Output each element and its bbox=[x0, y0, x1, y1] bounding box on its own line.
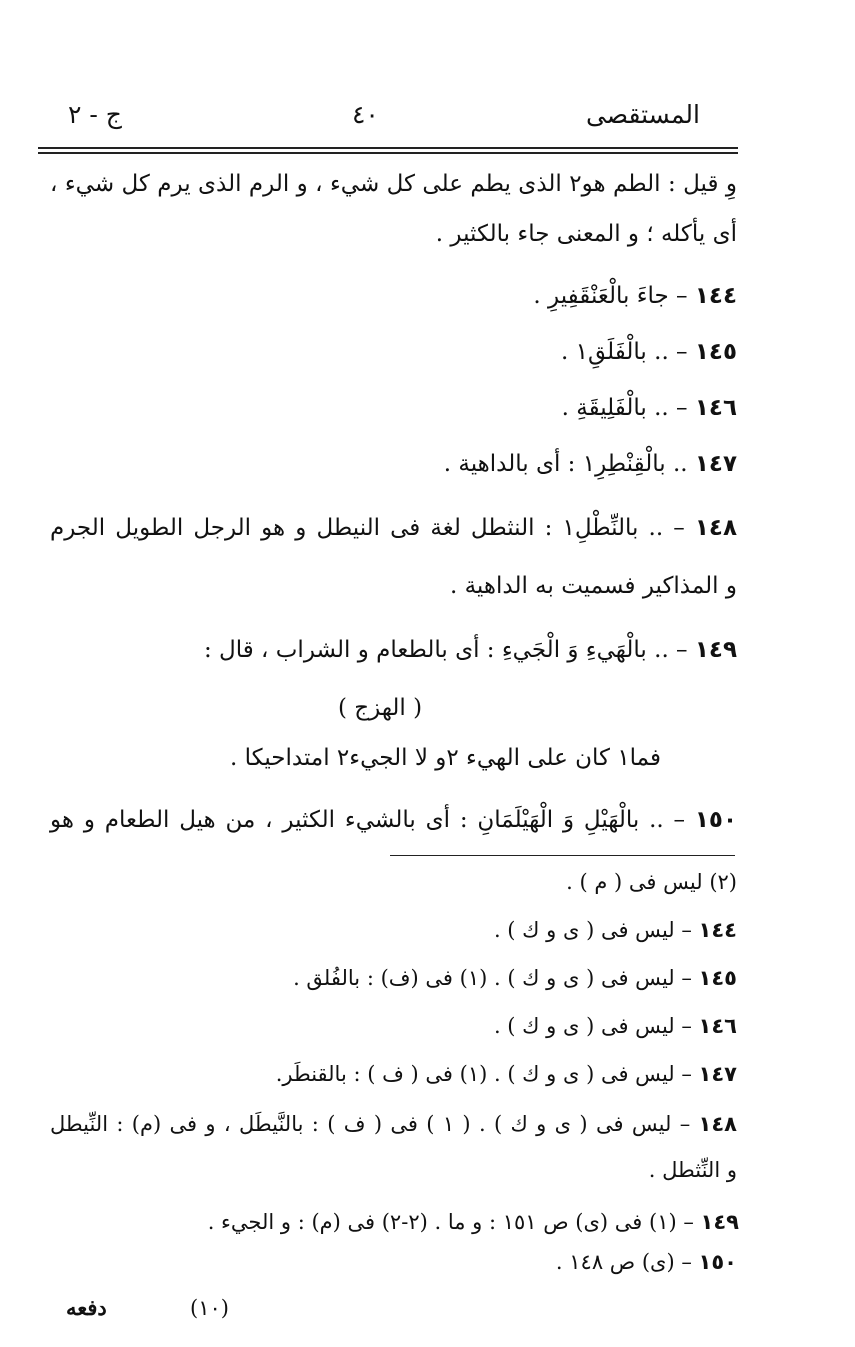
book-title: المستقصى bbox=[585, 100, 700, 129]
footnote-text: ليس فى ( ى و ك ) . ( ١ ) فى ( ف ) : بالنَّيطَل ، و فى (م) : النِّيطل bbox=[50, 1112, 672, 1136]
footnote-number: ١٤٦ bbox=[698, 1014, 737, 1038]
entry-text: .. بالْهَيءِ وَ الْجَيءِ : أى بالطعام و الشراب ، قال : bbox=[203, 637, 669, 663]
batch-label: دفعه bbox=[66, 1295, 107, 1320]
footnote-number: ١٥٠ bbox=[698, 1250, 737, 1274]
header-rule bbox=[38, 147, 738, 149]
footnote-145: ١٤٥ – ليس فى ( ى و ك ) . (١) فى (ف) : بالفُلق . bbox=[293, 966, 737, 990]
footnote-number: ١٤٤ bbox=[698, 918, 737, 942]
footnote-146: ١٤٦ – ليس فى ( ى و ك ) . bbox=[493, 1014, 737, 1038]
footnote-144: ١٤٤ – ليس فى ( ى و ك ) . bbox=[493, 918, 737, 942]
footnote-text: (١) فى (ى) ص ١٥١ : و ما . (٢-٢) فى (م) : و الجيء . bbox=[207, 1210, 677, 1234]
entry-text: .. بالْهَيْلِ وَ الْهَيْلَمَانِ : أى بالشيء الكثير ، من هيل الطعام و هو bbox=[50, 807, 664, 833]
entry-number: ١٥٠ bbox=[694, 807, 738, 833]
entry-number: ١٤٤ bbox=[694, 283, 737, 309]
footnote-text: ليس فى ( ى و ك ) . bbox=[493, 1014, 675, 1038]
footnote-text: ليس فى ( ى و ك ) . (١) فى (ف) : بالفُلق . bbox=[293, 966, 675, 990]
footnote-148: ١٤٨ – ليس فى ( ى و ك ) . ( ١ ) فى ( ف ) : بالنَّيطَل ، و فى (م) : النِّيطل bbox=[50, 1112, 737, 1136]
entry-149: ١٤٩ – .. بالْهَيءِ وَ الْجَيءِ : أى بالطعام و الشراب ، قال : bbox=[203, 637, 737, 663]
page-number: ٤٠ bbox=[352, 100, 379, 129]
entry-144: ١٤٤ – جاءَ بالْعَنْقَفِيرِ . bbox=[533, 283, 737, 309]
entry-145: ١٤٥ – .. بالْفَلَقِ١ . bbox=[560, 339, 737, 365]
footnote-149: ١٤٩ – (١) فى (ى) ص ١٥١ : و ما . (٢-٢) فى (م) : و الجيء . bbox=[207, 1210, 739, 1234]
footnote-147: ١٤٧ – ليس فى ( ى و ك ) . (١) فى ( ف ) : بالقنطَر. bbox=[275, 1062, 737, 1086]
body-line: و المذاكير فسميت به الداهية . bbox=[449, 573, 737, 599]
entry-text: .. بالْفَلَقِ١ . bbox=[560, 339, 669, 365]
volume-part: ج - ٢ bbox=[68, 100, 122, 129]
signature-mark: (١٠) bbox=[190, 1296, 229, 1320]
body-line: وِ قيل : الطم هو٢ الذى يطم على كل شيء ، و الرم الذى يرم كل شيء ، bbox=[50, 171, 737, 197]
entry-number: ١٤٥ bbox=[694, 339, 737, 365]
entry-text: .. بالنِّطْلِ١ : النثطل لغة فى النيطل و هو الرجل الطويل الجرم bbox=[50, 515, 664, 541]
entry-150: ١٥٠ – .. بالْهَيْلِ وَ الْهَيْلَمَانِ : أى بالشيء الكثير ، من هيل الطعام و هو bbox=[50, 807, 738, 833]
footnote-150: ١٥٠ – (ى) ص ١٤٨ . bbox=[555, 1250, 737, 1274]
entry-text: .. بالْفَلِيقَةِ . bbox=[561, 395, 669, 421]
entry-text: .. بالْقِنْطِرِ١ : أى بالداهية . bbox=[443, 451, 688, 477]
body-line: أى يأكله ؛ و المعنى جاء بالكثير . bbox=[435, 221, 737, 247]
meter-label: ( الهزج ) bbox=[338, 695, 423, 721]
entry-number: ١٤٦ bbox=[694, 395, 737, 421]
entry-number: ١٤٩ bbox=[694, 637, 737, 663]
header-rule-double bbox=[38, 152, 738, 154]
footnote-line: (٢) ليس فى ( م ) . bbox=[566, 870, 737, 894]
entry-number: ١٤٨ bbox=[694, 515, 738, 541]
entry-number: ١٤٧ bbox=[694, 451, 737, 477]
entry-147 bbox=[444, 444, 737, 484]
footnote-text: ليس فى ( ى و ك ) . bbox=[493, 918, 675, 942]
entry-text: جاءَ بالْعَنْقَفِيرِ . bbox=[533, 283, 669, 309]
verse-line: فما١ كان على الهيء ٢و لا الجيء٢ امتداحيكا . bbox=[230, 745, 661, 771]
footnote-text: ليس فى ( ى و ك ) . (١) فى ( ف ) : بالقنطَر. bbox=[275, 1062, 675, 1086]
footnote-line: و النِّثطل . bbox=[648, 1158, 737, 1182]
footnote-rule bbox=[390, 855, 735, 856]
entry-146: ١٤٦ – .. بالْفَلِيقَةِ . bbox=[561, 395, 737, 421]
entry-148: ١٤٨ – .. بالنِّطْلِ١ : النثطل لغة فى النيطل و هو الرجل الطويل الجرم bbox=[50, 515, 738, 541]
footnote-number: ١٤٧ bbox=[698, 1062, 737, 1086]
footnote-text: (ى) ص ١٤٨ . bbox=[555, 1250, 675, 1274]
footnote-number: ١٤٨ bbox=[698, 1112, 737, 1136]
footnote-number: ١٤٥ bbox=[698, 966, 737, 990]
footnote-number: ١٤٩ bbox=[700, 1210, 739, 1234]
